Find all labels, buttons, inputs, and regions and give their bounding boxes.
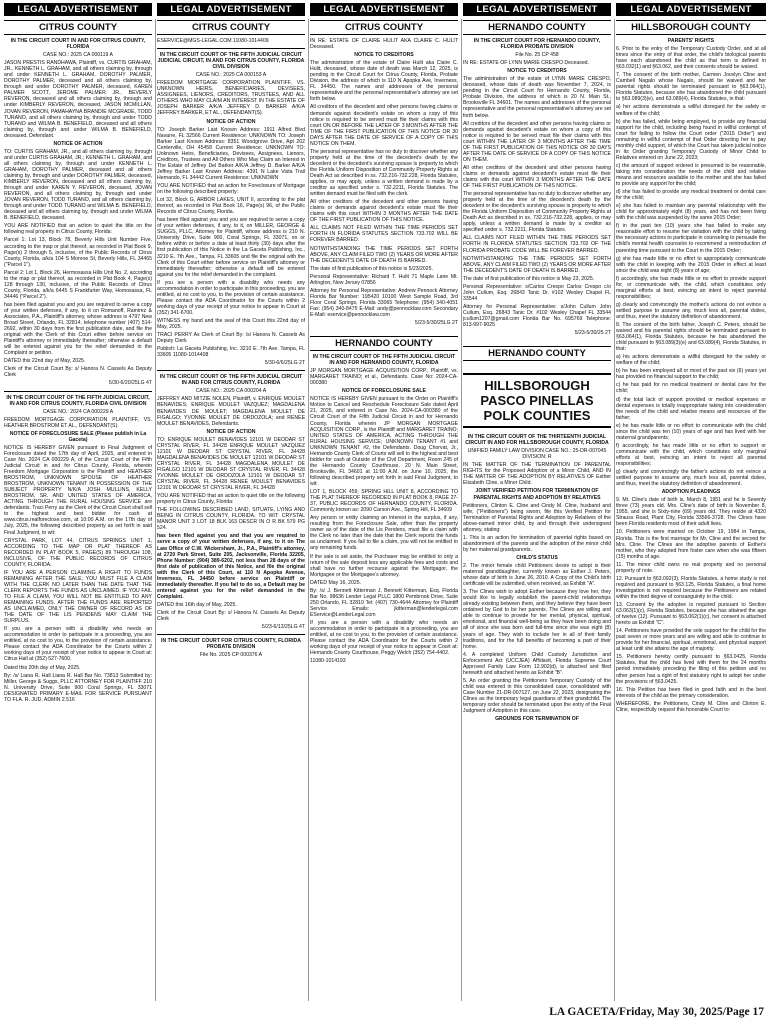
legal-description: THE FOLLOWING DESCRIBED LAND, SITUATE, LYING AND BEING IN CITRUS COUNTY, FLORIDA, TO WIT: CRYSTAL MANOR UNIT 3 LOT 18 BLK 163 DESCR IN O R BK 579 PG 524. xyxy=(157,507,305,532)
notice-text: The personal representative has no duty to discover whether any property held at the time of the decedent's death by the decedent or the decedent's surviving spouse is property to which the Florida Uniform Disposition of Community Property Rights at Death Act as described in ss. 732.216-732.228, applies, or may apply, unless a written demand is made by a creditor as specified under s. 732.2211, Florida Statutes. xyxy=(463,191,611,234)
petition-paragraph: b) he has been employed all or most of the past six (6) years yet has provided no financial support to the child; xyxy=(616,368,766,381)
clerk-signature: Clerk of the Circuit Court By: s/ Hanora N. Cassels As Deputy Clerk xyxy=(157,609,305,623)
petition-paragraph: f) in the past ten (10) years she has failed to make any reasonable effort to resume her visitation with the child by taking the necessary actions to participate in counseling to persuade the child's mental health counselor to recommend a reintroduction of parenting time pursuant to the Court in the 2015 Order; xyxy=(616,223,766,254)
county-heading: CITRUS COUNTY xyxy=(310,20,458,35)
notice-text: The personal representative has no duty to discover whether any property held at the time of the decedent's death by the decedent or the decedent's surviving spouse is property to which the Florida Uniform Disposition of Community Property Rights at Death Act as described in ss. 732.216-732.228, Florida Statutes, applies, or may apply, unless a written demand is made by a creditor as specified under s. 732.2211, Florida Statutes. The written demand must be filed with the clerk. xyxy=(310,148,458,198)
estate-caption: IN RE: ESTATE OF CLAIRE HULIT AKA CLAIRE C. HULIT Deceased. xyxy=(310,38,458,51)
legal-description: Parcel 2: Lot 1, Block 26, Hermosassa Hills Unit No. 2, according to the map or plat thereof, as recorded in Plat Book 4, Page(s) 128 through 130, inclusive, of the Public Records of Citrus County, Florida, a/k/a 6445 S Frankfurter Way, Homosassa, FL 34446 ("Parcel 2"). xyxy=(4,269,152,300)
counties-heading: HILLSBOROUGH PASCO PINELLAS POLK COUNTIES xyxy=(463,373,611,428)
notice-text: If you are a person with a disability who needs an accommodation in order to participate in a proceeding, you are entitled, at no cost to you, to the provision of certain assistance. Please contact the ADA Coordinator for the Courts within 2 working days of your receipt of your notice to appear in Court at: Citrus Hall at (352) 527-7600. xyxy=(4,626,152,663)
notice-text: All other creditors of the decedent and other persons having claims or demands against decedent's estate must file their claims with this court WITHIN 3 MONTHS AFTER THE DATE OF THE FIRST PUBLICATION OF THIS NOTICE. xyxy=(463,164,611,190)
parties: JP MORGAN MORTGAGE ACQUISITION CORP., Plaintiff, vs. MARGARET TRAINO; et al., Defendants. Case No: 2024-CA-000380 xyxy=(310,368,458,387)
parties: FREEDOM MORTGAGE CORPORATION PLAINTIFF, VS. UNKNOWN HEIRS, BENEFICIARIES, DEVISEES, ASSIGNEES, LIENORS, CREDITORS, TRUSTEES, AND ALL OTHERS WHO MAY CLAIM AN INTEREST IN THE ESTATE OF JOSEPH BARKER A/K/A JEFFREY D. BARKER A/K/A JEFFREY BARKER, ET AL., DEFENDANT(S). xyxy=(157,80,305,117)
notice-text: If you are a person with a disability who needs any accommodation in order to participate in this proceeding, you are entitled, at no cost to you, to the provision of certain assistance. Please contact the ADA Coordinator for the Courts within 2 working days of your receipt of your notice to appear in Court at (352) 341-6700. xyxy=(157,279,305,316)
petition-paragraph: WHEREFORE, the Petitioners, Cindy M. Cline and Clinton E. Cline, respectfully request this honorable Court to: xyxy=(616,700,766,713)
run-dates: 5/23-6/13/25LG 4T xyxy=(261,624,305,631)
notice-text: All other creditors of the decedent and other persons having claims or demands against decedent's estate must file their claims with this court WITHIN 3 MONTHS AFTER THE DATE OF THE FIRST PUBLICATION OF THIS NOTICE. xyxy=(310,199,458,224)
county-heading: HERNANDO COUNTY xyxy=(310,336,458,351)
parties: JEFFREY AND MITZIE NOLEN, Plaintiff, v. ENRIQUE MOULET BENAVIDES; ENRIQUE MOULET VAZQUEZ; MAGDALENA BENAVIDES DE MOULET; MAGDALENA MOULET DE FIGALGO; YVONNE MOULET DE ORDOZOLA; and RENEE MOULET BENAVIDES, Defendants. xyxy=(157,396,305,427)
notice-text: Any person or entity claiming an interest in the surplus, if any, resulting from the Foreclosure Sale, other than the property owner as of the date of the Lis Pendens, must file a claim with the Clerk no later than the date that the Clerk reports the funds as unclaimed. If you fail to file a claim, you will not be entitled to any remaining funds. xyxy=(310,515,458,552)
notice-text: has been filed against you and you are required to serve a copy of your written defenses, if any, to it on Romanoff, Ramirez & Associates, P.A., Plaintiff's attorney, whose address is 4797 New Broad Street, Orlando, FL 32814, telephone number (407) 514-2692, within 30 days from the first publication date, and file the original with the Clerk of this Court either before service on Plaintiff's attorney or immediately thereafter; otherwise a default will be entered against you for the relief demanded in the Complaint or petition. xyxy=(4,301,152,357)
column-4 xyxy=(463,19,611,1001)
column-rule xyxy=(155,19,156,1001)
petition-paragraph: d) the total lack of support provided or medical expenses or dental expenses is totally inappropriate taking into consideration the needs of the child and relative means and resources of the father; xyxy=(616,396,766,421)
notice-text: has been filed against you and that you are required to serve a copy of your written defenses, if any, to it on The Law Office of C.W. Wickersham, Jr., P.A., Plaintiff's attorney, at 2720 Park Street, Suite 205, Jacksonville, Florida 32205, Phone Number: (904) 389-6202, not less than 28 days of the first date of publication of this Notice, and file the original with the Clerk of this Court, at 110 N Apopka Avenue, Inverness, FL 34450 before service on Plaintiff or immediately thereafter. If you fail to do so, a Default may be entered against you for the relief demanded in the Complaint. xyxy=(157,533,305,600)
notice-text: YOU ARE NOTIFIED that an action to quiet title on the following property in Citrus County, Florida: xyxy=(157,493,305,506)
dated-line: DATED this 22nd day of May, 2025. xyxy=(4,358,86,365)
case-number: CASE NO.: 2025 CA 000204 A xyxy=(195,388,267,395)
petition-paragraph: 9. Mr. Cline's date of birth is, March 8, 1951 and he is Seventy three (73) years old. Mrs. Cline's date of birth is November 8, 1955, and she is Sixty-nine (69) years old. They reside at 4320 Strauss Road, Plant City, Florida 33566-3728. The Clines have been Florida residents most of their adult lives. xyxy=(616,497,766,528)
dated-line: DATED May 16, 2025. xyxy=(310,579,362,586)
petition-paragraph: d) she has failed to provide any medical treatment or dental care for the child; xyxy=(616,189,766,202)
notice-text: All creditors of the decedent and other persons having claims or demands against decedent's estate on whom a copy of this notice is required to be served must file their claims with this court ON OR BEFORE THE LATER OF 3 MONTHS AFTER THE TIME OF THE FIRST PUBLICATION OF THIS NOTICE OR 30 DAYS AFTER THE DATE OF SERVICE OF A COPY OF THIS NOTICE ON THEM. xyxy=(310,104,458,147)
county-heading: CITRUS COUNTY xyxy=(157,20,305,35)
petition-paragraph: c) the amount of support ordered is presumed to be reasonable, taking into consideration the needs of the child and relative means and resources available to the mother and she has failed to provide any support for the child; xyxy=(616,162,766,188)
clerk-signature: Clerk of the Circuit Court By: s/ Hanora N. Cassels As Deputy Clerk xyxy=(4,366,152,379)
page-footer: LA GACETA/Friday, May 30, 2025/Page 17 xyxy=(549,1006,764,1018)
petition-paragraph: 15. Petitioners hereby certify pursuant to §63.0425, Florida Statutes, that the child has lived with them for the 24 months period immediately preceding the filing of this petition and no other person has a right of first statutory right to adopt her under the provisions of §63.0425. xyxy=(616,654,766,685)
run-dates: 5/23-5/30/25 2T xyxy=(574,330,611,337)
case-number: File No. 25 CP 458 xyxy=(515,52,559,59)
notice-text: ALL CLAIMS NOT FILED WITHIN THE TIME PERIODS SET FORTH IN FLORIDA STATUTES SECTION 733.702 WILL BE FOREVER BARRED. xyxy=(310,225,458,244)
petition-paragraph: 3. The Clines wish to adopt Esther because they love her, they would like to legally establish the parent-child relationships already existing between them, and they believe they have been ordained by God to be her parents. The Clines are willing and able to continue to provide for her mental, physical, spiritual, emotional, and financial well-being as they have been doing and all of since she was born and full-time since she was eight (8) years of age. They wish to include her in all of their family traditions, and for the full benefits of becoming a part of their home. xyxy=(463,589,611,650)
attorney-block: Attorney for Personal Representative: Andrew Pennock Attorney Florida Bar Number: 195420 10100 West Sample Road, 3rd Floor Coral Springs, Florida 33065 Telephone: (954) 340-4051 Fax: (954) 340-8475 E-Mail: andy@pennocklaw.com Secondary E-Mail: eservice@pennocklaw.com xyxy=(310,287,458,318)
notice-text: YOU ARE NOTIFIED that an action to quiet the title on the following real property in Citrus County, Florida: xyxy=(4,223,152,236)
petition-paragraph: 7. The consent of the birth mother, Carmen Jocelyn Cline and Cambell Nagalo whose Nagalo, should be waived and her parental rights should be terminated pursuant to §63.064(1), Florida Statutes, because she has abandoned the child pursuant to §63.089(3)(e), and 63.089(4), Florida Statutes, in that: xyxy=(616,72,766,103)
county-heading: HERNANDO COUNTY xyxy=(463,20,611,35)
petition-paragraph: b) she has failed, while being employed, to provide any financial support for the child, including being found in willful contempt of court for failing to follow the Court order ("2015 Order") and remaining in willful contempt of that Order directing her to pay monthly child support, of which the Court has taken judicial notice in its Order granting Temporary Custody of Minor Child to Relatives entered on June 22, 2023; xyxy=(616,118,766,161)
separator xyxy=(4,391,152,392)
petition-paragraph: g) she has made little or no effort to appropriately communicate with the child in keeping with the 2015 Order in effect at least since the child was eight (8) years of age; xyxy=(616,255,766,274)
ad-id: 11080-1014193 xyxy=(310,658,346,665)
column-3 xyxy=(310,19,458,1001)
petition-paragraph: a) her actions demonstrate a willful disregard for the safety or welfare of the child; xyxy=(616,104,766,117)
petition-paragraph: a) his actions demonstrate a willful disregard for the safety or welfare of the child; xyxy=(616,354,766,367)
run-dates: 5/23-5/30/25LG 2T xyxy=(414,320,458,327)
notice-text: TO: CURTIS GRAHAM, JR., and all others claiming by, through and under CURTIS GRAHAM, JR.; KENNETH L. GRAHAM, and all others claiming by, through and under KENNETH L. GRAHAM, DOROTHY PALMER, deceased and all others claiming by, through and under DOROTHY PALMER, deceased, KIMBERLY REVERON, deceased and all others claiming by, through and under KAREN Y. REVERON, deceased, JOVAN REVERON, and all others claiming by, through and under JOVAN REVERON, TODD TURANO, and all others claiming by, through and under TODD TURANO and WILMA B. BENEFIELD, deceased and all others claiming by, through and under WILMA B. BENEFIELD, deceased. xyxy=(4,148,152,222)
banner-col3: LEGAL ADVERTISEMENT xyxy=(310,3,458,16)
court-caption: IN THE CIRCUIT COURT IN AND FOR CITRUS COUNTY, FLORIDA xyxy=(10,38,146,51)
petition-paragraph: 8. The consent of the birth father, Joseph C. Peters, should be waived and his parental rights should be terminated pursuant to §63.064(1), Florida Statutes, because he has abandoned the child pursuant to §63.089(3)(e) and 63.089(4), Florida Statutes, in that: xyxy=(616,322,766,353)
petition-paragraph: 12. Pursuant to §63.092(3), Florida Statutes, a home study is not required and pursuant to §63.125, Florida Statutes, a final home investigation is not required because the Petitioners are related within the third degree of consanguinity to the child. xyxy=(616,575,766,600)
court-caption: IN THE CIRCUIT COURT OF THE FIFTH JUDICIAL CIRCUIT IN AND FOR HERNANDO COUNTY, FLORIDA xyxy=(312,354,456,367)
publish-line: Publish: La Gaceta Publishing, Inc. 3210 E. 7th Ave. Tampa, FL 33605 11080-1014408 xyxy=(157,346,305,359)
notice-text: ALL CLAIMS NOT FILED WITHIN THE TIME PERIODS SET FORTH IN FLORIDA STATUTES SECTION 733.702 OF THE FLORIDA PROBATE CODE WILL BE FOREVER BARRED. xyxy=(463,235,611,254)
notice-text: TO: ENRIQUE MOULET BENAVIDES 12101 W DEODAR ST CRYSTAL RIVER, FL 34428 ENRIQUE MOULET VAZQUEZ 12101 W DEODAR ST CRYSTAL RIVER, FL 34428 MAGDALENA BENAVIDES DE MOULET 12101 W DEODAR ST CRYSTAL RIVER, FL 34428 MAGDALENA MOULET DE FIGALGO 12101 W DEODAR ST CRYSTAL RIVER, FL 34428 YVONNE MOULET DE ORDOZOLA 12101 W DEODAR ST CRYSTAL RIVER, FL 34428 RENEE MOULET BENAVIDES 12101 W DEODAR ST CRYSTAL RIVER, FL 34428 xyxy=(157,436,305,492)
notice-text: YOU ARE NOTIFIED that an action for Foreclosure of Mortgage on the following described property: xyxy=(157,182,305,196)
dated-line: Dated this 20th day of May, 2025. xyxy=(4,664,81,671)
subheading: CHILD'S STATUS xyxy=(516,554,558,561)
column-2 xyxy=(157,19,305,1001)
case-number: CASE NO.: 2025 CA 000119 A xyxy=(43,52,113,59)
case-number: File No. 2025 CP 000376 A xyxy=(199,652,263,659)
subheading: GROUNDS FOR TERMINATION OF xyxy=(495,716,579,723)
petition-paragraph: 10. Petitioners were married on October 19, 1984 in Tampa, Florida. This is the first marriage for Mr. Cline and the second for Mrs. Cline. The Clines are the adoptive parents of Esther's mother, who they adopted from foster care when she was fifteen (15) months of age. xyxy=(616,529,766,560)
run-dates: 5/30-6/6/25LG 2T xyxy=(264,360,305,367)
notice-text: If the sale is set aside, the Purchaser may be entitled to only a return of the sale deposit less any applicable fees and costs and shall have no further recourse against the Mortgagor, the Mortgagee or the Mortgagee's attorney. xyxy=(310,553,458,578)
column-rule xyxy=(461,19,462,1001)
subheading: PARENTS' RIGHTS xyxy=(667,38,715,44)
dated-line: DATED this 16th day of May, 2025. xyxy=(157,601,237,608)
petition-paragraph: e) she has failed to maintain any parental relationship with the child for approximately eight (8) years, and has not been living with the child was suspended by the same 2015 Order; xyxy=(616,203,766,222)
email-line: ESERVICE@MGS-LEGAL.COM 11080-1014409 xyxy=(157,38,269,44)
separator xyxy=(157,634,305,635)
court-caption: IN THE CIRCUIT COURT OF THE THIRTEENTH JUDICIAL CIRCUIT IN AND FOR HILLSBOROUGH COUNTY, FLORIDA xyxy=(465,434,609,447)
column-rule xyxy=(614,19,615,1001)
petition-paragraph: f) accordingly, she has made little or no effort to provide support for, or communicate with, the child, which constitutes only marginal efforts at best, evincing an intent to reject parental responsibilities; xyxy=(616,275,766,300)
case-number: UNIFIED FAMILY LAW DIVISION CASE NO.: 25-DR-007045 DIVISION: R xyxy=(467,448,607,461)
petition-paragraph: 5. An order granting the Petitioners Temporary Custody of the child was entered in this consolidated case, consolidated with Case Number 21-DR-007127, on June 22, 2023, designating the Clines as the temporary legal guardians of their grandchild. The temporary order should be terminated upon the entry of the Final Judgment of Adoption in this case. xyxy=(463,677,611,715)
county-heading: HERNANDO COUNTY xyxy=(463,346,611,361)
attorney-signature: By: /s/ J. Bennett Kitterman J. Bennett Kitterman, Esq. Florida Bar No. 98636 Lender Legal PLLC 1800 Pembrook Drive, Suite 250 Orlando, FL 32810 Tel: (407) 730-4644 Attorney for Plaintiff Service Emails: jkitterman@lenderlegal.com EService@LenderLegal.com xyxy=(310,587,458,618)
legal-description: LOT 1, BLOCK 459, SPRING HILL UNIT 8, ACCORDING TO THE PLAT THEREOF RECORDED IN PLAT BOOK 8, PAGE 27-37, PUBLIC RECORDS OF HERNANDO COUNTY, FLORIDA. Commonly known as: 2090 Carson Ave., Spring Hill, FL 34609 xyxy=(310,489,458,514)
court-caption: IN THE CIRCUIT COURT FOR CITRUS COUNTY, FLORIDA PROBATE DIVISION xyxy=(161,638,301,651)
run-dates: 5/30-6/20/25LG 4T xyxy=(108,380,152,387)
case-number: CASE NO.: 2025 CA 000153 A xyxy=(195,72,267,79)
notice-heading: NOTICE TO CREDITORS xyxy=(354,52,414,59)
column-rule xyxy=(308,19,309,1001)
column-1 xyxy=(4,19,152,1001)
notice-heading: NOTICE TO CREDITORS xyxy=(507,68,567,75)
newspaper-page xyxy=(4,3,766,1003)
notice-text: If you are a person with a disability who needs an accommodation in order to participate in a proceeding, you are entitled, at no cost to you, to the provision of certain assistance. Please contact the ADA Coordinator for the Courts within 2 working days of your receipt of your notice to appear in Court at: Hernando County Courthouse, Peggy Welch (352) 754-4402. xyxy=(310,619,458,657)
separator xyxy=(157,48,305,49)
petition-text: Petitioners, Clinton E. Cline and Cindy M. Cline, husband and wife, ("Petitioners") being sworn, file this Verified Petition for Termination of Parental Rights and Adoption by Relatives of the above-named minor child, by and through their undersigned attorney, stating: xyxy=(463,502,611,533)
notice-heading: NOTICE OF ACTION xyxy=(53,140,103,147)
notice-heading: NOTICE OF FORECLOSURE SALE (Please publish in La Gaceta) xyxy=(9,430,147,443)
witness-line: WITNESS my hand and the seal of this Court this 22nd day of May, 2025. xyxy=(157,317,305,331)
notice-text: TO: Joseph Barker Last Known Address: 1911 Alfred Blvd Navarre, FL 32566 Current Residence: UNKNOWN TO: Joseph Barker Last Known Address: 8351 Woodgrove Drive, Apt 202 Centerville, OH 45458 Current Residence: UNKNOWN TO: Unknown Heirs, Beneficiaries, Devisees, Assignees, Lienors, Creditors, Trustees and All Others Who May Claim an Interest in The Estate of Jeffrey Del Barker A/K/A Jeffrey D. Barker A/K/A Jeffrey Barker Last Known Address: 4391 N Lake Vista Trail Hernando, FL 34442 Current Residence: UNKNOWN xyxy=(157,126,305,181)
notice-text: NOTWITHSTANDING THE TIME PERIODS SET FORTH ABOVE, ANY CLAIM FILED TWO (2) YEARS OR MORE AFTER THE DECEDENT'S DATE OF DEATH IS BARRED. xyxy=(310,245,458,264)
attorney-signature: By: /s/ Liana R. Hall Liana R. Hall Bar No. 73813 Submitted by: Miller, George & Suggs, PLLC ATTORNEY FOR PLAINTIFF 210 N. University Drive, Suite 900 Coral Springs, FL 33071 DESIGNATED PRIMARY E-MAIL FOR SERVICE PURSUANT TO FLA. R. JUD. ADMIN 2.516 xyxy=(4,672,152,703)
clerk-signature: TRACI PERRY As Clerk of Court By: /s/ Hanora N. Cassels As Deputy Clerk xyxy=(157,332,305,345)
case-number: CASE NO.: 2024 CA 000229 A xyxy=(42,408,114,415)
legal-description: CRYSTAL PARK, LOT 44, CITRUS SPRINGS UNIT 1, ACCORDING TO THE MAP OR PLAT THEREOF AS RECORDED IN PLAT BOOK 5, PAGE(S) 89 THROUGH 108, INCLUSIVE, OF THE PUBLIC RECORDS OF CITRUS COUNTY, FLORIDA. xyxy=(4,537,152,568)
notice-heading: NOTICE OF FORECLOSURE SALE xyxy=(342,388,426,395)
petition-paragraph: 11. The minor child owns no real property and no personal property of note. xyxy=(616,561,766,574)
court-caption: IN THE CIRCUIT COURT OF THE FIFTH JUDICIAL CIRCUIT JUDICIAL CIRCUIT, IN AND FOR CITRUS COUNTY, FLORIDA CIVIL DIVISION xyxy=(157,52,305,71)
petition-paragraph: c) he has paid for no medical treatment or dental care for the child; xyxy=(616,382,766,395)
petition-paragraph: e) he has made little or no effort to communicate with the child since the child was ten (10) years of age and has lived with her maternal grandparents; xyxy=(616,422,766,441)
petition-paragraph: 16. This Petition has been filed in good faith and in the best interests of the child as the primary consideration. xyxy=(616,686,766,699)
petition-paragraph: f) accordingly, he has made little or no effort to support or communicate with the child, which constitutes only marginal efforts at best, evincing an intent to reject all parental responsibilities; xyxy=(616,442,766,467)
notice-text: has been filed against you and you are required to serve a copy of your written defenses, if any, to it, on MILLER, GEORGE & SUGGS, PLLC, Attorney for Plaintiff, whose address is 210 N. University Drive, Suite 900, Coral Springs, FL 33071, on or before within or before a date at least thirty (30) days after the first publication of this Notice in the La Gaceta Publishing, Inc., 3210 E. 7th Ave., Tampa, FL 33605 and file the original with the Clerk of this Court either before service on Plaintiff's attorney or immediately thereafter; otherwise a default will be entered against you for the relief demanded in the complaint. xyxy=(157,217,305,278)
banner-row xyxy=(4,3,766,16)
notice-text: All creditors of the decedent and other persons having claims or demands against decedent's estate on whom a copy of this notice is required to be served must file their claims with this court WITHIN THE LATER OF 3 MONTHS AFTER THE TIME OF THE FIRST PUBLICATION OF THIS NOTICE OR 30 DAYS AFTER THE DATE OF SERVICE OF A COPY OF THIS NOTICE ON THEM. xyxy=(463,120,611,163)
petition-paragraph: 1. This is an action for termination of parental rights based on abandonment of the parents and the adoption of the minor child by her maternal grandparents. xyxy=(463,534,611,553)
notice-text: The administration of the estate of Claire Hulit aka Claire C. Hulit, deceased, whose date of death was March 12, 2025, is pending in the Circuit Court for Citrus County, Florida, Probate Division, the address of which is 110 N Apopka Ave, Inverness, FL 34450. The names and addresses of the personal representative and the personal representative's attorney are set forth below. xyxy=(310,60,458,103)
court-caption: IN THE CIRCUIT COURT FOR HERNANDO COUNTY, FLORIDA PROBATE DIVISION xyxy=(473,38,601,51)
court-caption: IN THE CIRCUIT COURT OF THE FIFTH JUDICIAL CIRCUIT IN AND FOR CITRUS COUNTY, FLORIDA xyxy=(159,374,303,387)
legal-description: Parcel 1: Lot 13, Block 78, Beverly Hills Unit Number Five, according to the map or plat thereof, as recorded in Plat Book 9, Page(s) 2 through 5, inclusive, of the Public Records of Citrus County, Florida, a/k/a 104 S Monroe St, Beverly Hills, FL 34465 ("Parcel 1"). xyxy=(4,237,152,268)
matter-caption: IN THE MATTER OF THE TERMINATION OF PARENTAL RIGHTS for the Proposed Adoption of a Minor Child, AND IN THE MATTER OF THE ADOPTION BY RELATIVES OF Esther Elizabeth Cline, a Minor Child. xyxy=(463,462,611,487)
legal-description: Lot 32, Block G, ARBOR LAKES, UNIT II, according to the plat thereof, as recorded in Plat Book 16, Page(s) 96, of the Public Records of Citrus County, Florida. xyxy=(157,197,305,216)
personal-representative: Personal Representative: s/Carlos Crespo Carlos Crespo c/o John Cullum, Esq. 26843 Tanic Dr. #102 Wesley Chapel FL 33544 xyxy=(463,283,611,302)
personal-representative: Personal Representative: Richard T. Hulit 71 Maple Lane Mt. Arlington, New Jersey 07856 xyxy=(310,273,458,286)
notice-text: IF YOU ARE A PERSON CLAIMING A RIGHT TO FUNDS REMAINING AFTER THE SALE, YOU MUST FILE A CLAIM WITH THE CLERK NO LATER THAN THE DATE THAT THE CLERK REPORTS THE FUNDS AS UNCLAIMED. IF YOU FAIL TO FILE A CLAIM, YOU WILL NOT BE ENTITLED TO ANY REMAINING FUNDS. AFTER THE FUNDS ARE REPORTED AS UNCLAIMED, ONLY THE OWNER OF RECORD AS OF THE DATE OF THE LIS PENDENS MAY CLAIM THE SURPLUS. xyxy=(4,569,152,625)
county-heading: HILLSBOROUGH COUNTY xyxy=(616,20,766,35)
petition-paragraph: 4. A completed Uniform Child Custody Jurisdiction and Enforcement Act (UCCJEA) Affidavit, Florida Supreme Court Approved Family Law Form 12.902(d), is attached and filed herewith and attached hereto as Exhibit "B". xyxy=(463,651,611,676)
publication-date: The date of first publication of this notice is May 23, 2025. xyxy=(463,275,595,282)
petition-paragraph: 6. Prior to the entry of the Temporary Custody Order, and at all times since the entry of that order, the child's biological parents have each abandoned the child as that term is defined in §63.032(1) and §63.062, and their consents should be waived. xyxy=(616,46,766,71)
banner-col1: LEGAL ADVERTISEMENT xyxy=(4,3,152,16)
separator xyxy=(157,370,305,371)
attorney-block: Attorney for Personal Representative: s/John Cullum John Cullum, Esq. 26843 Tanic Dr. #102 Wesley Chapel FL 33544 jcullum1207@gmail.com Florida Bar No. 695769 Telephone: 813-997-9025 xyxy=(463,303,611,329)
parties: JASON PRESTIS RANDHAWA, Plaintiff, vs. CURTIS GRAHAM, JR., KENNETH L. GRAHAM, and all others claiming by, through and under KENNETH L. GRAHAM, DOROTHY PALMER, DOROTHY PALMER, deceased and all others claiming by, through and under DOROTHY PALMER, deceased, KAREN PALMER SCOTT, JEROME PALMER JR., BEVERLY REVERON, deceased and all others claiming by, through and under KIMBERLY REVERON, deceased, JASON MCMILLAN, JOVAN REVERON, PAMAHAYNA BRANDIE MCGRADE, TODD TURANO, and all others claiming by, through and under TODD TURANO and WILMA B. BENEFIELD, deceased and all others claiming by, through and under WILMA B. BENEFIELD, deceased, Defendant. xyxy=(4,60,152,139)
county-heading: CITRUS COUNTY xyxy=(4,20,152,35)
notice-text: The administration of the estate of LYNN MARIE CRESPO, deceased, whose date of death was November 7, 2024, is pending in the Circuit Court for Hernando County, Florida, Probate Division, the address of which is 20 N. Main St., Brooksville FL 34601. The names and addresses of the personal representative and the personal representative's attorney are set forth below. xyxy=(463,76,611,119)
notice-text: NOTWITHSTANDING THE TIME PERIODS SET FORTH ABOVE, ANY CLAIM FILED TWO (2) YEARS OR MORE AFTER THE DECEDENT'S DATE OF DEATH IS BARRED. xyxy=(463,255,611,274)
court-caption: IN THE CIRCUIT COURT OF THE FIFTH JUDICIAL CIRCUIT, IN AND FOR CITRUS COUNTY, FLORIDA CIVIL DIVISION xyxy=(6,394,150,407)
notice-heading: NOTICE OF ACTION xyxy=(206,118,256,125)
column-5 xyxy=(616,19,766,1001)
petition-paragraph: g) clearly and convincingly the father's actions do not evince a settled purpose to assume any, much less all, parental duties, and thus, meet the statutory definition of abandonment. xyxy=(616,469,766,488)
petition-paragraph: 14. Petitioners have provided the sole support for the child for the past seven or more years and are willing and able to continue to provide for her financial, spiritual, emotional, and physical support at least until she attains the age of majority. xyxy=(616,628,766,653)
estate-caption: IN RE: ESTATE OF LYNN MARIE CRESPO Deceased. xyxy=(463,60,589,67)
parties: FREEDOM MORTGAGE CORPORATION PLAINTIFF, VS. HEATHER BROSTROM ET AL., DEFENDANT(S). xyxy=(4,416,152,429)
petition-heading: JOINT VERIFIED PETITION FOR TERMINATION OF PARENTAL RIGHTS AND ADOPTION BY RELATIVES xyxy=(473,488,601,501)
notice-text: NOTICE IS HEREBY GIVEN pursuant to Final Judgment of Foreclosure dated the 17th day of April, 2025, and entered in Case No. 2024 CA 000229 A, of the Circuit Court of the Fifth Judicial Circuit in and for Citrus County, Florida, wherein Freedom Mortgage Corporation is the Plaintiff and HEATHER BROSTROM, UNKNOWN SPOUSE OF HEATHER BROSTROM, UNKNOWN TENANT IN POSSESSION OF THE SUBJECT PROPERTY N/K/A JOSH MULLINS, KELLY BROSTROM, SR. AND UNITED STATES OF AMERICA, ACTING THROUGH THE RURAL HOUSING SERVICE are defendants. Traci Perry as the Clerk of the Circuit Court shall sell to the highest and best bidder for cash at www.citrus.realforeclose.com, at 10:00 A.M. on the 17th day of July, 2025, the following described property as set forth in said Final Judgment, to wit: xyxy=(4,444,152,536)
petition-paragraph: 13. Consent by the adoptee is required pursuant to Section 63.063(1)(c), Florida Statutes, because she has attained the age of twelve (12). Pursuant to §63.062(1)(c), her consent is attached hereto as Exhibit "C". xyxy=(616,601,766,627)
banner-col4: LEGAL ADVERTISEMENT xyxy=(463,3,611,16)
petition-paragraph: 2. The minor female child Petitioners desire to adopt is their maternal granddaughter, currently known as Esther J. Peters, whose date of birth is June 26, 2010. A Copy of the Child's birth certificate will be submitted, when received, as Exhibit "A". xyxy=(463,563,611,588)
notice-text: NOTICE IS HEREBY GIVEN pursuant to the Order on Plaintiff's Motion to Cancel and Reschedule Foreclosure Sale dated April 21, 2025, and entered in Case No. 2024-CA-000380 of the Circuit Court of the Fifth Judicial Circuit in and for Hernando County, Florida wherein JP MORGAN MORTGAGE ACQUISITION CORP., is the Plaintiff and MARGARET TRAINO; UNITED STATES OF AMERICA, ACTING THROUGH THE RURAL HOUSING SERVICE; UNKNOWN TENANT #1 and UNKNOWN TENANT #2, the Defendants. Doug Chorvat, Jr., Hernando County Clerk of Courts will sell to the highest and best bidder for cash at Outside of the Civil Department, Room 245 of the Hernando County Courthouse, 20 N. Main Street, Brooksville, FL 34601 at 11:00 A.M. on June 10, 2025, the following described property set forth in said Final Judgment, to wit: xyxy=(310,396,458,487)
publication-date: The date of first publication of this notice is 5/23/2025. xyxy=(310,265,433,272)
petition-paragraph: g) clearly and convincingly the mother's actions do not evince a settled purpose to assume any, much less all, parental duties, and thus, meet the statutory definition of abandonment. xyxy=(616,301,766,320)
banner-col5: LEGAL ADVERTISEMENT xyxy=(616,3,766,16)
subheading: ADOPTION PLEADINGS xyxy=(661,489,721,496)
banner-col2: LEGAL ADVERTISEMENT xyxy=(157,3,305,16)
notice-heading: NOTICE OF ACTION xyxy=(206,428,256,435)
